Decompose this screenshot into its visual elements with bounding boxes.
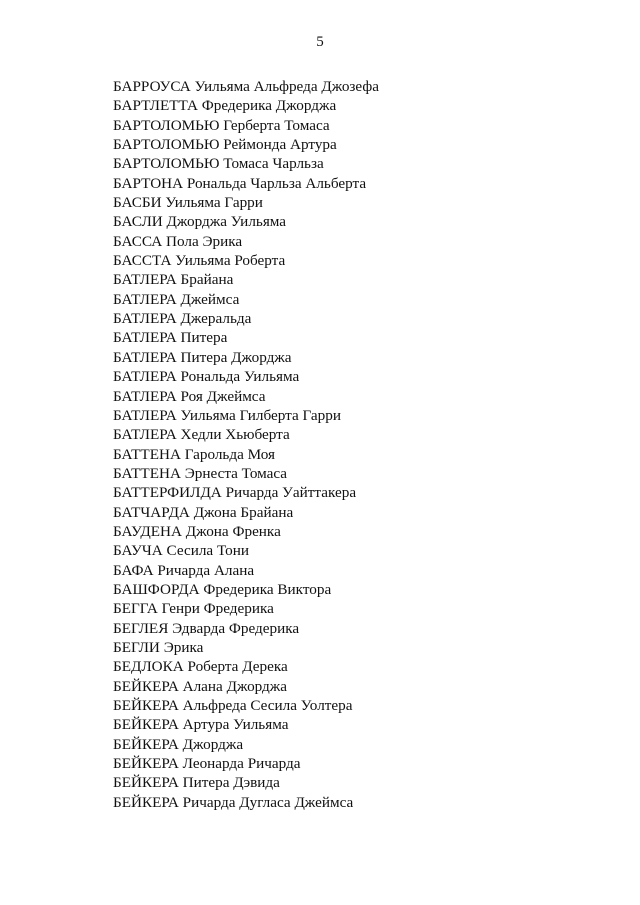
list-item: БЕЙКЕРА Алана Джорджа: [113, 677, 288, 695]
list-item: БАТЛЕРА Брайана: [113, 271, 234, 289]
list-item: БАРТОЛОМЬЮ Томаса Чарльза: [113, 155, 324, 173]
list-item: БЕЙКЕРА Леонарда Ричарда: [113, 755, 301, 773]
list-item: БАУДЕНА Джона Френка: [113, 522, 281, 540]
list-item: БЕГГА Генри Фредерика: [113, 600, 274, 618]
list-item: БАРРОУСА Уильяма Альфреда Джозефа: [113, 78, 379, 95]
list-item: БАТЛЕРА Роя Джеймса: [113, 387, 266, 405]
list-item: БАТТЕНА Эрнеста Томаса: [113, 464, 288, 482]
list-item: БАРТОЛОМЬЮ Герберта Томаса: [113, 116, 330, 134]
list-item: БАФА Ричарда Алана: [113, 561, 255, 579]
list-item: БАШФОРДА Фредерика Виктора: [113, 580, 332, 598]
list-item: БАТТЕРФИЛДА Ричарда Уайттакера: [113, 484, 357, 502]
list-item: БЕЙКЕРА Джорджа: [113, 735, 244, 753]
list-item: БАТЧАРДА Джона Брайана: [113, 503, 294, 521]
page-number: 5: [316, 34, 324, 50]
list-item: БАСЛИ Джорджа Уильяма: [113, 213, 287, 231]
list-item: БАТЛЕРА Питера Джорджа: [113, 348, 292, 366]
list-item: БАТЛЕРА Рональда Уильяма: [113, 368, 300, 386]
list-item: БАТЛЕРА Питера: [113, 329, 228, 347]
list-item: БЕЙКЕРА Артура Уильяма: [113, 716, 289, 734]
name-list: [113, 77, 379, 812]
list-item: БЕДЛОКА Роберта Дерека: [113, 658, 288, 676]
list-item: БЕГЛИ Эрика: [113, 638, 204, 656]
list-item: БАТЛЕРА Хедли Хьюберта: [113, 426, 290, 444]
list-item: БАТТЕНА Гарольда Моя: [113, 445, 276, 463]
list-item: БАСБИ Уильяма Гарри: [113, 194, 263, 212]
list-item: БАРТОНА Рональда Чарльза Альберта: [113, 174, 367, 192]
list-item: БЕЙКЕРА Ричарда Дугласа Джеймса: [113, 793, 354, 811]
list-item: БАССТА Уильяма Роберта: [113, 252, 286, 270]
list-item: БАУЧА Сесила Тони: [113, 542, 249, 560]
list-item: БАТЛЕРА Джеральда: [113, 310, 252, 328]
list-item: БЕЙКЕРА Альфреда Сесила Уолтера: [113, 697, 353, 714]
list-item: БЕЙКЕРА Питера Дэвида: [113, 774, 280, 792]
list-item: БАРТОЛОМЬЮ Реймонда Артура: [113, 136, 337, 154]
list-item: БАТЛЕРА Уильяма Гилберта Гарри: [113, 406, 341, 424]
list-item: БАРТЛЕТТА Фредерика Джорджа: [113, 97, 337, 115]
list-item: БАССА Пола Эрика: [113, 232, 243, 250]
list-item: БАТЛЕРА Джеймса: [113, 290, 240, 308]
list-item: БЕГЛЕЯ Эдварда Фредерика: [113, 619, 300, 637]
